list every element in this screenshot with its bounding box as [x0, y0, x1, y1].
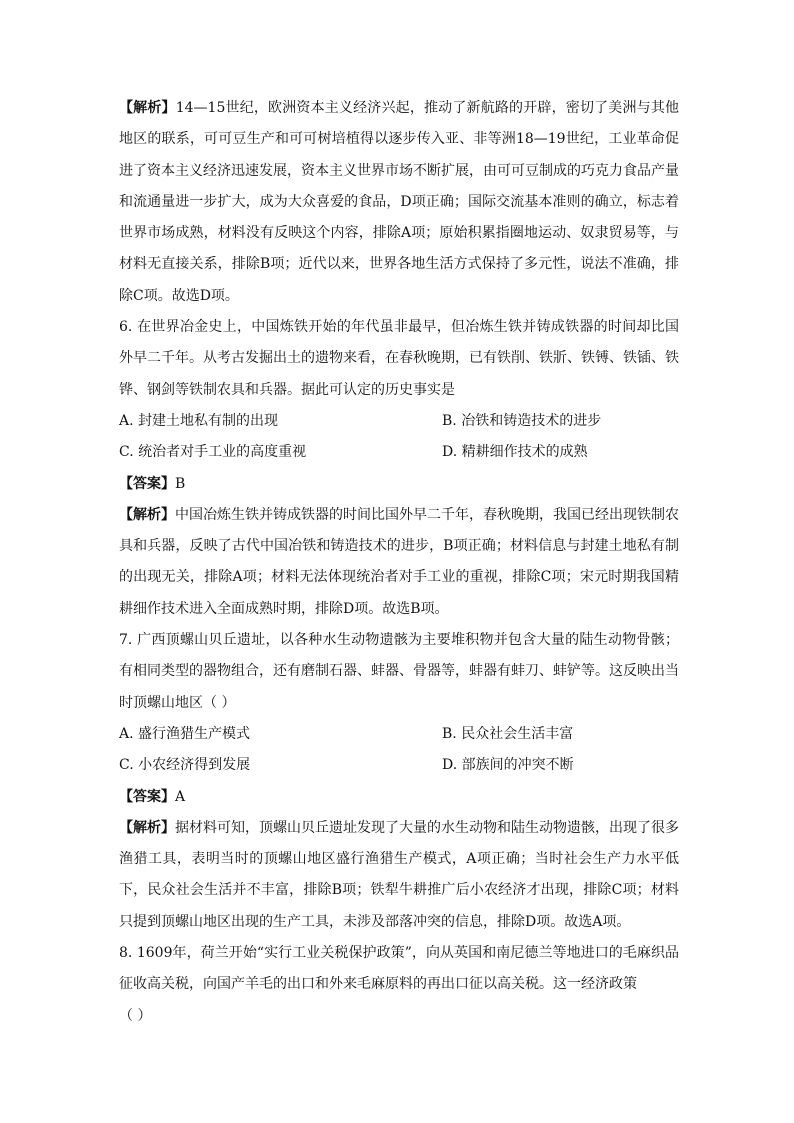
answer-q7 — [119, 782, 679, 813]
analysis-tag: 【解析】 — [119, 506, 175, 523]
option-d: D. 精耕细作技术的成熟 — [442, 444, 588, 461]
option-a: A. 封建土地私有制的出现 — [119, 412, 279, 429]
analysis-paragraph-q5 — [119, 93, 679, 312]
option-c: C. 小农经济得到发展 — [119, 757, 251, 774]
option-c: C. 统治者对手工业的高度重视 — [119, 444, 307, 461]
analysis-tag: 【解析】 — [119, 819, 175, 836]
analysis-text: 14—15世纪，欧洲资本主义经济兴起，推动了新航路的开辟，密切了美洲与其他地区的联系，可可豆生产和可可树培植得以逐步传入亚、非等洲18—19世纪，工业革命促进了资本主义经济迅速发展，资本主义世界市场不断扩展，由可可豆制成的巧克力食品产量和流通量进一步扩大，成为大众喜爱的食品，D项正确；国际交流基本准则的确立，标志着世界市场成熟，材料没有反映这个内容，排除A项；原始积累指圈地运动、奴隶贸易等，与材料无直接关系，排除B项；近代以来，世界各地生活方式保持了多元性，说法不准确，排除C项。故选D项。 — [119, 100, 679, 304]
answer-tag: 【答案】 — [119, 788, 175, 805]
analysis-text: 据材料可知，顶螺山贝丘遗址发现了大量的水生动物和陆生动物遗骸，出现了很多渔猎工具，表明当时的顶螺山地区盛行渔猎生产模式，A项正确；当时社会生产力水平低下，民众社会生活并不丰富，排除B项；铁犁牛耕推广后小农经济才出现，排除C项；材料只提到顶螺山地区出现的生产工具，未涉及部落冲突的信息，排除D项。故选A项。 — [119, 819, 679, 930]
question-8-blank: （ ） — [119, 1007, 152, 1024]
analysis-paragraph-q7 — [119, 813, 679, 938]
question-7-options-row-2 — [119, 750, 679, 781]
option-b: B. 冶铁和铸造技术的进步 — [442, 412, 602, 429]
answer-q6 — [119, 469, 679, 500]
document-body — [119, 93, 679, 1032]
analysis-paragraph-q6 — [119, 500, 679, 625]
option-b: B. 民众社会生活丰富 — [442, 725, 574, 742]
question-8-stem: 8. 1609年，荷兰开始“实行工业关税保护政策”，向从英国和南尼德兰等地进口的毛麻织品征收高关税，向国产羊毛的出口和外来毛麻原料的再出口征以高关税。这一经济政策 — [119, 945, 679, 993]
analysis-tag: 【解析】 — [119, 100, 176, 116]
option-d: D. 部族间的冲突不断 — [442, 757, 574, 774]
question-7-stem: 7. 广西顶螺山贝丘遗址，以各种水生动物遗骸为主要堆积物并包含大量的陆生动物骨骸；有相同类型的器物组合，还有磨制石器、蚌器、骨器等，蚌器有蚌刀、蚌铲等。这反映出当时顶螺山地区（ ） — [119, 632, 679, 711]
answer-value: A — [175, 788, 186, 805]
option-a: A. 盛行渔猎生产模式 — [119, 725, 251, 742]
question-6-options-row-1 — [119, 406, 679, 437]
answer-value: B — [175, 475, 186, 492]
analysis-text: 中国冶炼生铁并铸成铁器的时间比国外早二千年，春秋晚期，我国已经出现铁制农具和兵器，反映了古代中国冶铁和铸造技术的进步，B项正确；材料信息与封建土地私有制的出现无关，排除A项；材料无法体现统治者对手工业的重视，排除C项；宋元时期我国精耕细作技术进入全面成熟时期，排除D项。故选B项。 — [119, 506, 679, 617]
question-6-options-row-2 — [119, 437, 679, 468]
question-6-stem: 6. 在世界冶金史上，中国炼铁开始的年代虽非最早，但冶炼生铁并铸成铁器的时间却比国外早二千年。从考古发掘出土的遗物来看，在春秋晚期，已有铁削、铁斨、铁镈、铁锸、铁铧、钢剑等铁制农具和兵器。据此可认定的历史事实是 — [119, 319, 679, 398]
question-7-options-row-1 — [119, 719, 679, 750]
answer-tag: 【答案】 — [119, 475, 175, 492]
